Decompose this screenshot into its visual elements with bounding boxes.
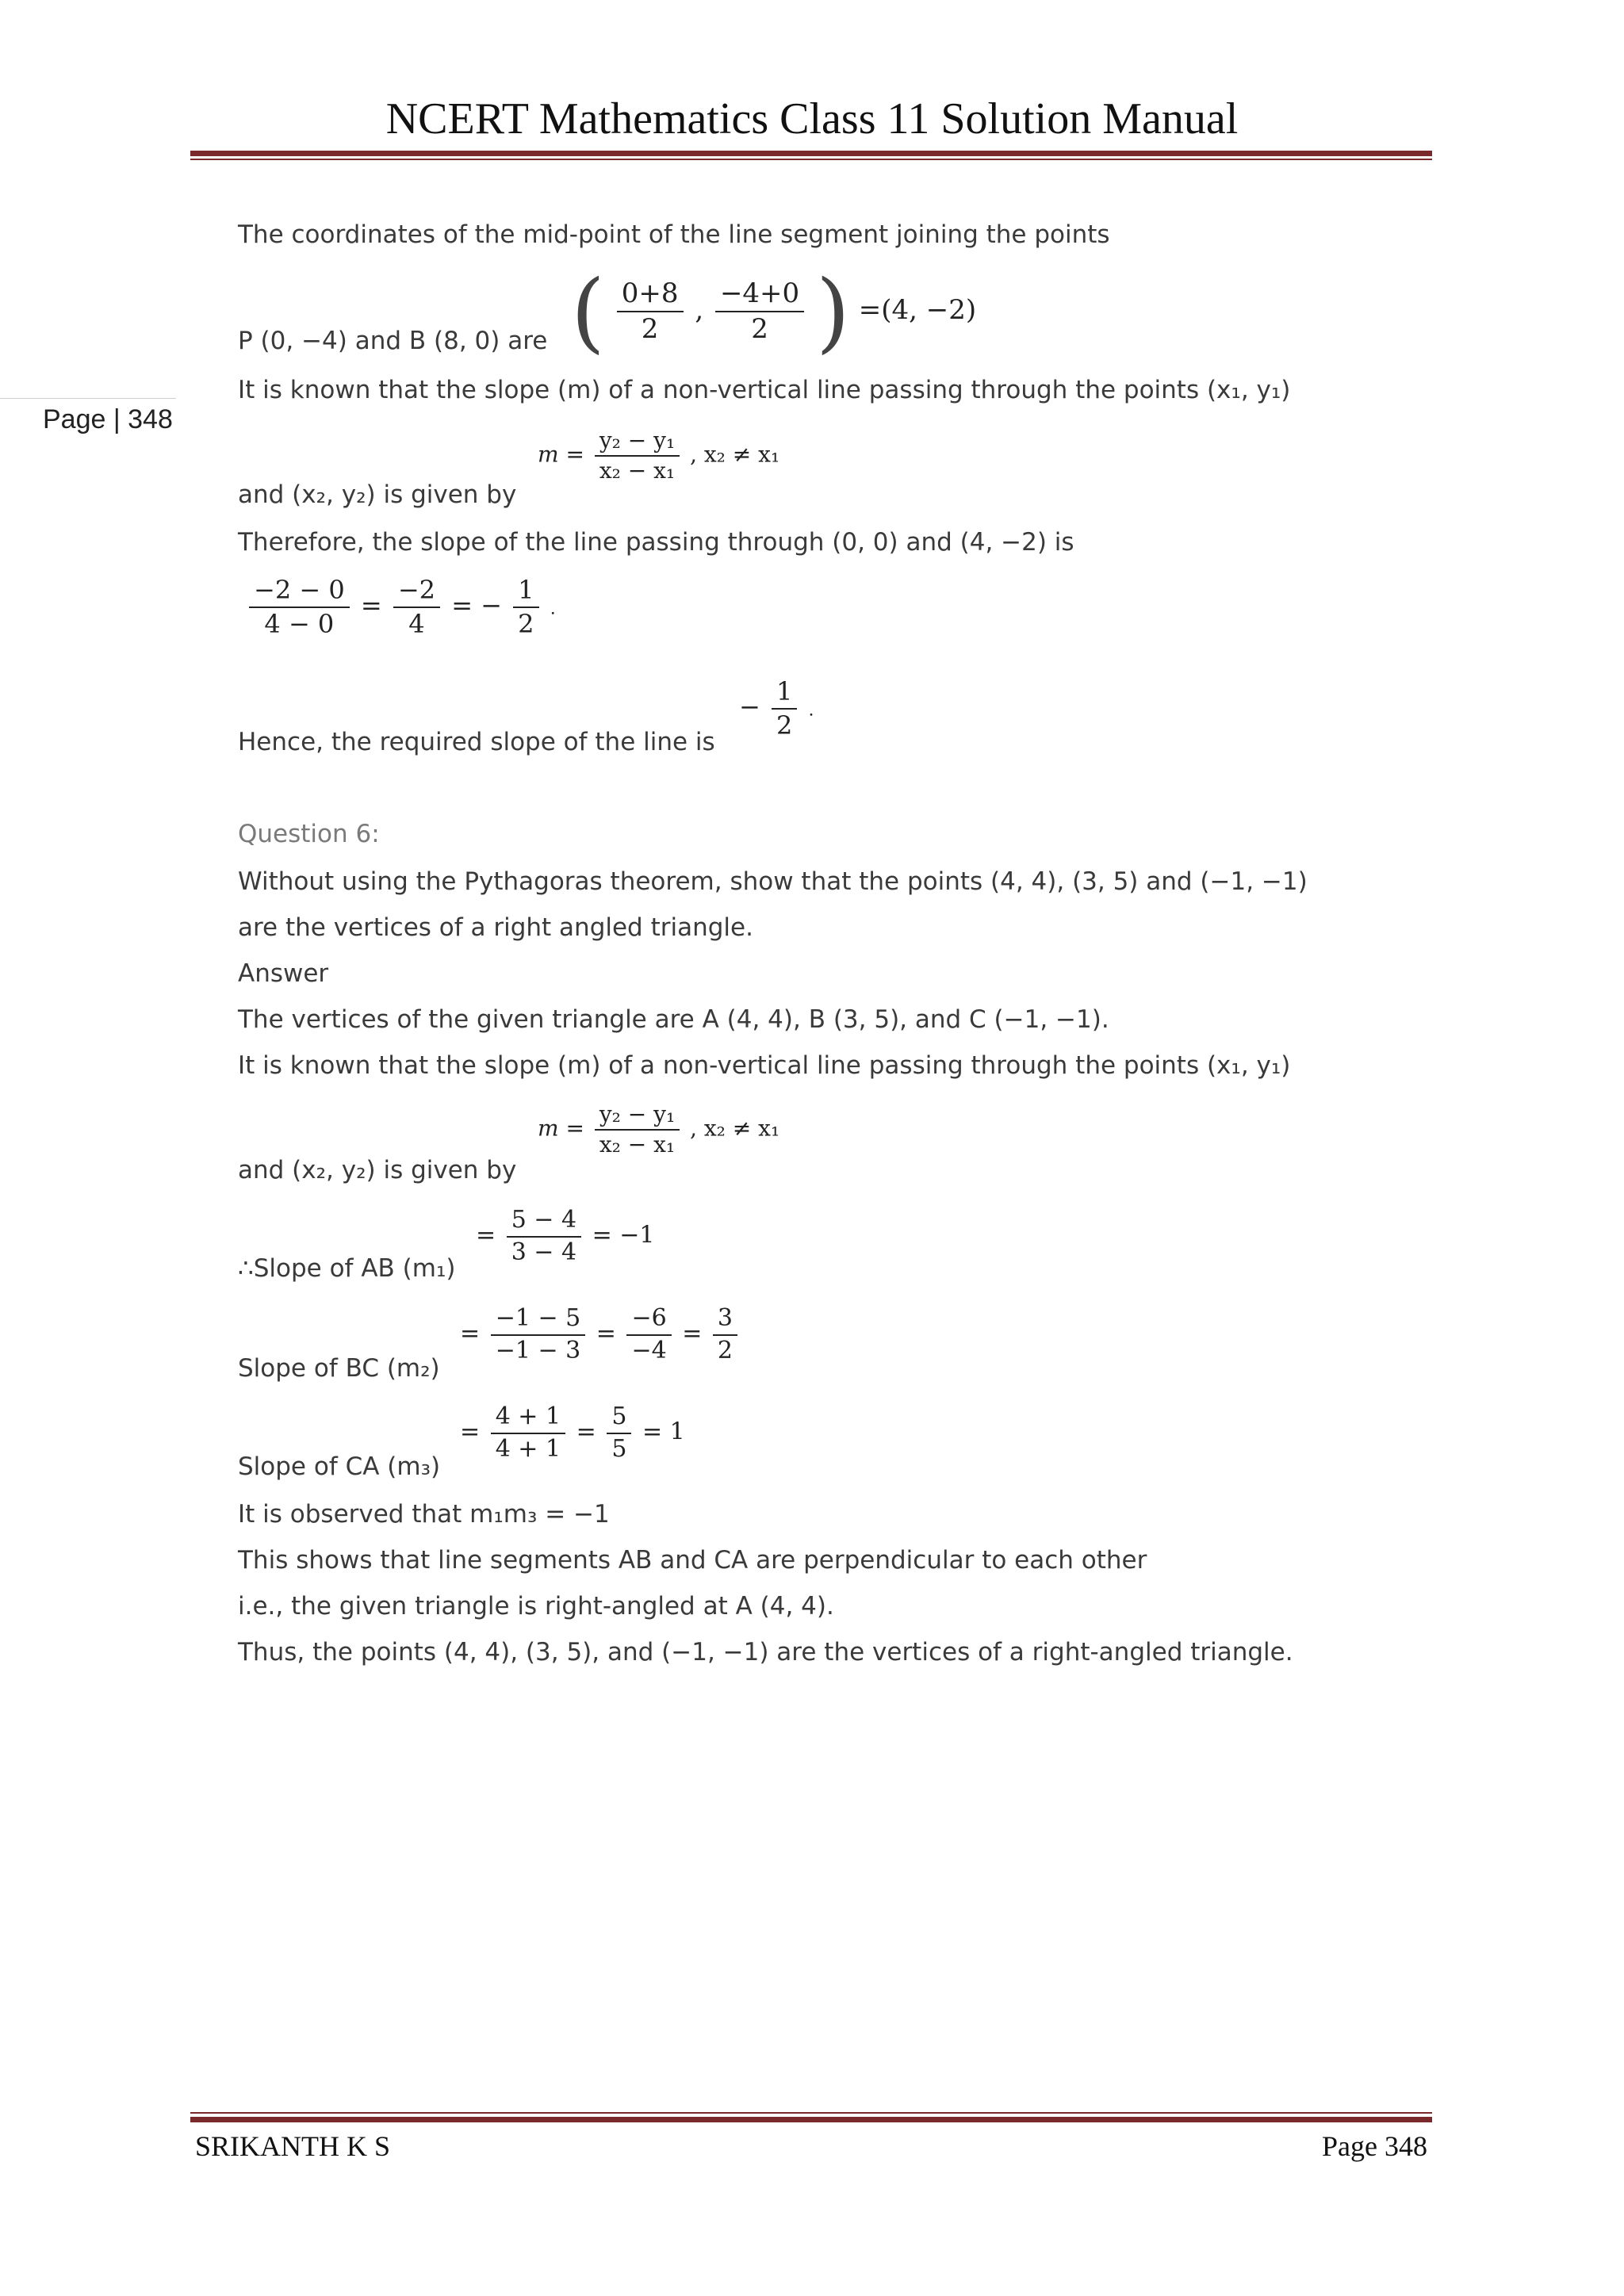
slope-formula: m = $\frac{\text{y₂ − y₁}}{\text{x₂ − x₁}}$ , x₂ ≠ x₁ xyxy=(538,427,780,484)
fraction: $\frac{\text{y₂ − y₁}}{\text{x₂ − x₁}}$ xyxy=(595,428,680,484)
paragraph-line: Therefore, the slope of the line passing through (0, 0) and (4, −2) is xyxy=(238,528,1074,557)
side-page-label: Page | 348 xyxy=(43,404,173,434)
fraction: $\frac{-2}{4}$ xyxy=(393,576,440,639)
fraction: $\frac{3}{2}$ xyxy=(713,1305,737,1364)
slope-ca-calculation: = $\frac{4 + 1}{4 + 1}$ = $\frac{5}{5}$ = 1 xyxy=(460,1402,685,1463)
paragraph-line: Hence, the required slope of the line is xyxy=(238,728,715,756)
fraction: $\frac{5}{5}$ xyxy=(607,1403,631,1463)
fraction: $\frac{-2 - 0}{4 - 0}$ xyxy=(249,576,350,639)
slope-ca-label: Slope of CA (m₃) xyxy=(238,1452,441,1481)
fraction: $\frac{\text{y₂ − y₁}}{\text{x₂ − x₁}}$ xyxy=(595,1102,680,1158)
fraction: $\frac{1}{2}$ xyxy=(772,677,797,740)
fraction: $\frac{-4+0}{2}$ xyxy=(715,278,804,345)
paragraph-line: The coordinates of the mid-point of the line segment joining the points xyxy=(238,220,1110,249)
question-text: Without using the Pythagoras theorem, show that the points (4, 4), (3, 5) and (−1, −1) xyxy=(238,867,1308,896)
question-heading: Question 6: xyxy=(238,820,380,848)
answer-label: Answer xyxy=(238,959,329,988)
paragraph-line: and (x₂, y₂) is given by xyxy=(238,480,517,509)
fraction: $\frac{1}{2}$ xyxy=(513,576,538,639)
answer-text: It is known that the slope (m) of a non-vertical line passing through the points (x₁, y₁) xyxy=(238,1051,1291,1080)
slope-answer: − $\frac{1}{2}$ . xyxy=(739,676,814,740)
fraction: $\frac{-1 - 5}{-1 - 3}$ xyxy=(491,1305,586,1364)
left-paren: ( xyxy=(571,261,605,362)
answer-text: and (x₂, y₂) is given by xyxy=(238,1156,517,1184)
midpoint-formula: ( $\frac{0+8}{2}$ , $\frac{-4+0}{2}$ ) =(4, −2) xyxy=(571,261,977,362)
fraction: $\frac{-6}{-4}$ xyxy=(626,1305,671,1364)
footer-author: SRIKANTH K S xyxy=(195,2130,391,2162)
footer-rule xyxy=(190,2117,1432,2122)
fraction: $\frac{5 - 4}{3 - 4}$ xyxy=(507,1207,581,1266)
side-divider xyxy=(0,398,176,399)
slope-calculation: $\frac{-2 - 0}{4 - 0}$ = $\frac{-2}{4}$ = − $\frac{1}{2}$ . xyxy=(246,576,556,639)
question-text: are the vertices of a right angled triangle. xyxy=(238,913,753,942)
answer-text: Thus, the points (4, 4), (3, 5), and (−1, −1) are the vertices of a right-angled triangle. xyxy=(238,1638,1293,1667)
right-paren: ) xyxy=(816,261,850,362)
fraction: $\frac{0+8}{2}$ xyxy=(617,278,684,345)
slope-formula: m = $\frac{\text{y₂ − y₁}}{\text{x₂ − x₁}}$ , x₂ ≠ x₁ xyxy=(538,1101,780,1158)
paragraph-line: P (0, −4) and B (8, 0) are xyxy=(238,327,548,355)
fraction: $\frac{4 + 1}{4 + 1}$ xyxy=(491,1403,565,1463)
header-rule-thin xyxy=(190,159,1432,160)
slope-ab-calculation: = $\frac{5 - 4}{3 - 4}$ = −1 xyxy=(476,1206,655,1266)
paragraph-line: It is known that the slope (m) of a non-vertical line passing through the points (x₁, y₁) xyxy=(238,376,1291,404)
footer-rule-thin xyxy=(190,2112,1432,2114)
answer-text: It is observed that m₁m₃ = −1 xyxy=(238,1500,610,1529)
answer-text: This shows that line segments AB and CA are perpendicular to each other xyxy=(238,1546,1147,1575)
header-rule xyxy=(190,151,1432,156)
slope-ab-label: ∴Slope of AB (m₁) xyxy=(238,1254,456,1283)
slope-bc-calculation: = $\frac{-1 - 5}{-1 - 3}$ = $\frac{-6}{-4}$ = $\frac{3}{2}$ xyxy=(460,1305,741,1364)
footer-page-number: Page 348 xyxy=(1322,2130,1427,2162)
slope-bc-label: Slope of BC (m₂) xyxy=(238,1354,440,1383)
answer-text: i.e., the given triangle is right-angled at A (4, 4). xyxy=(238,1592,834,1621)
answer-text: The vertices of the given triangle are A (4, 4), B (3, 5), and C (−1, −1). xyxy=(238,1005,1109,1034)
page-header-title: NCERT Mathematics Class 11 Solution Manual xyxy=(385,94,1239,144)
